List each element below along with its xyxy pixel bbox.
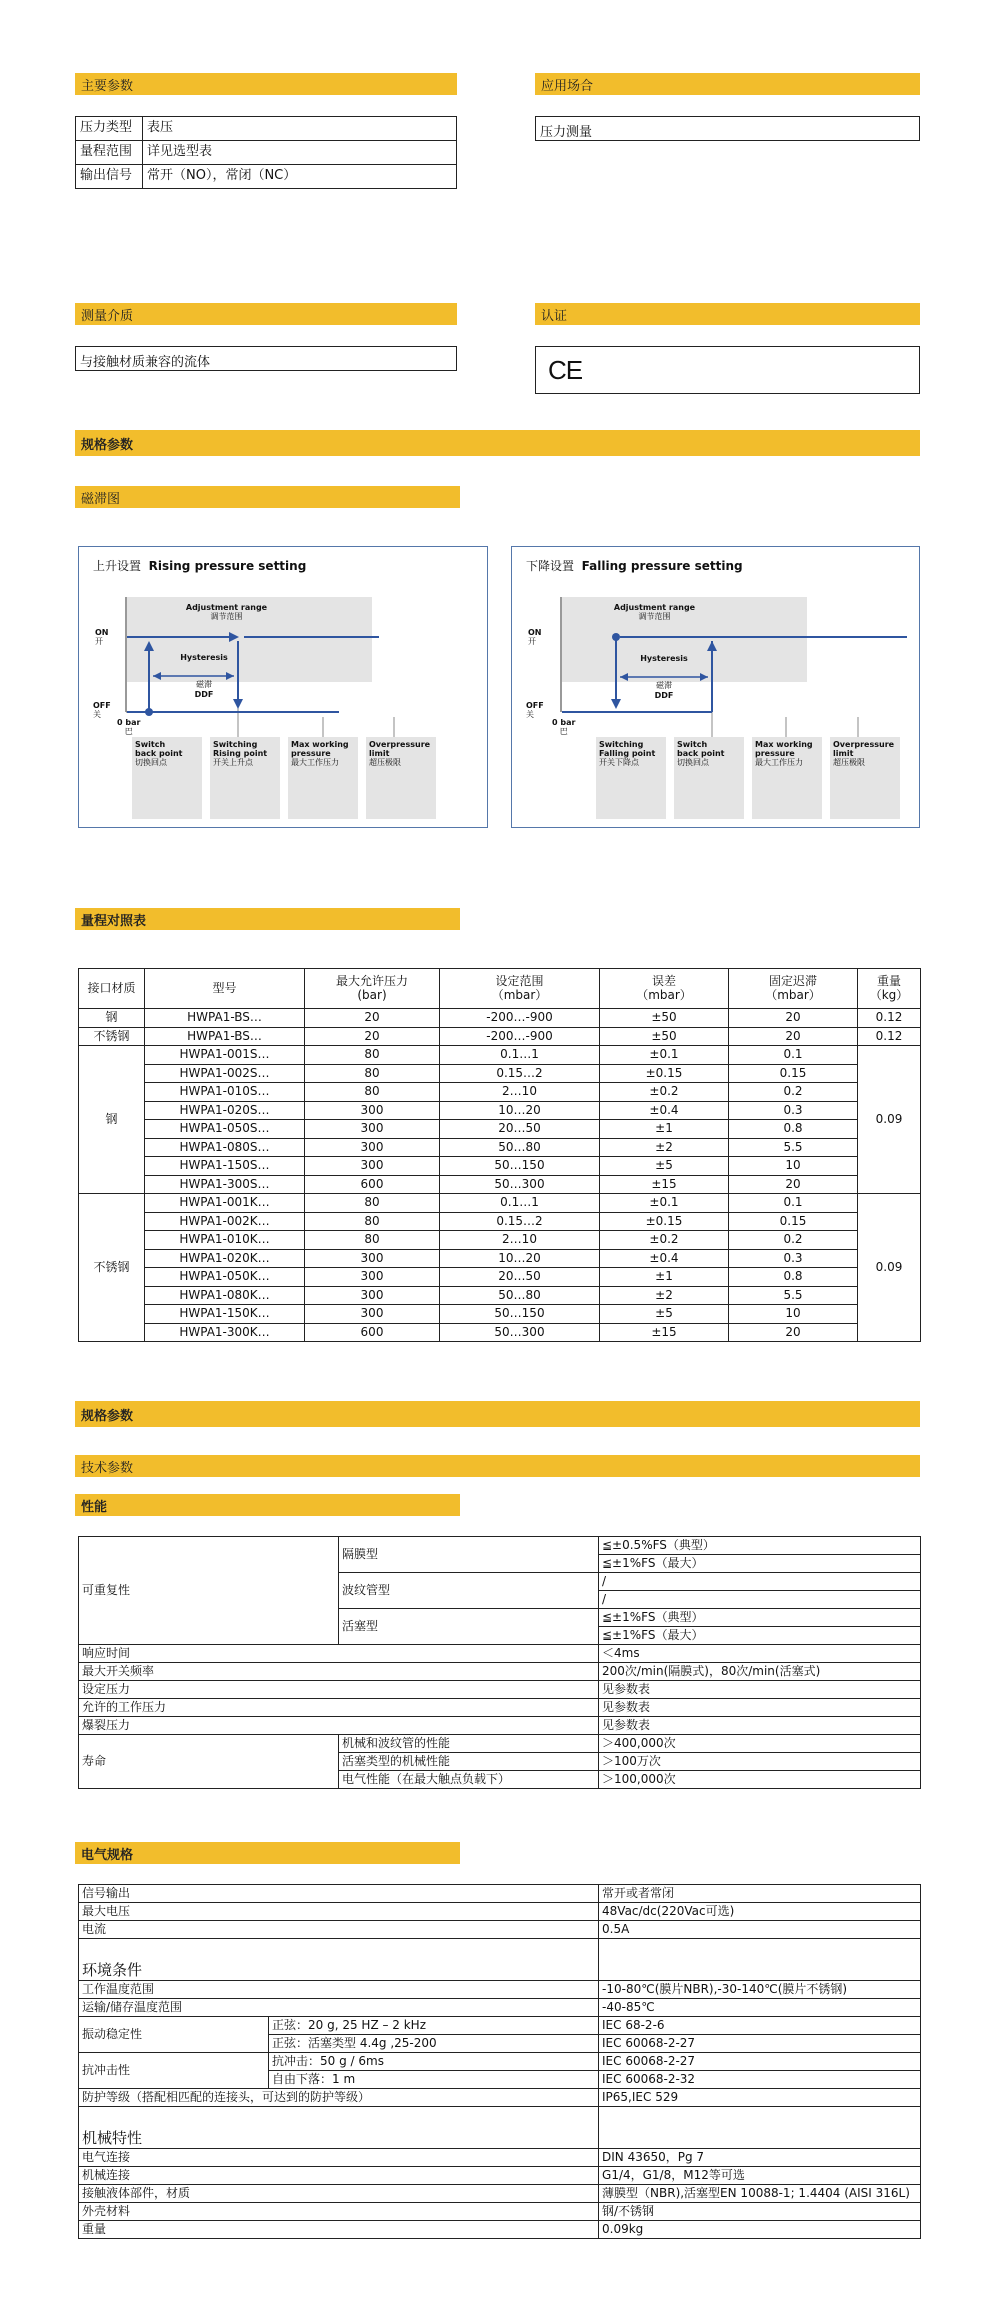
table-row [79,1212,921,1231]
table-cell: ±2 [600,1286,729,1305]
table-row [79,1101,921,1120]
medium-value: 与接触材质兼容的流体 [80,355,211,370]
table-row [79,1120,921,1139]
range-table-header: 量程对照表 [75,908,460,930]
col-model: 型号 [145,969,305,1009]
table-cell: ±0.1 [600,1046,729,1065]
rising-label-2: Switching Rising point 开关上升点 [213,740,268,768]
table-header-row [79,969,921,1009]
medium-box [75,346,457,371]
table-cell: 2…10 [440,1231,600,1250]
table-cell: 300 [305,1157,440,1176]
electrical-header: 电气规格 [75,1842,460,1864]
table-cell: 20 [729,1027,858,1046]
table-cell: ±0.4 [600,1101,729,1120]
table-cell: ±0.4 [600,1249,729,1268]
param-value: 常开（NO），常闭（NC） [143,165,457,189]
table-row [76,165,457,189]
table-cell: 300 [305,1286,440,1305]
mech-conn-value: G1/4，G1/8，M12等可选 [599,2167,921,2185]
wetted-value: 薄膜型（NBR),活塞型EN 10088-1; 1.4404 (AISI 316L) [599,2185,921,2203]
table-cell: 0.12 [858,1027,921,1046]
table-cell: 50…150 [440,1305,600,1324]
adj-range-label: Adjustment range 调节范围 [613,603,696,622]
table-cell: 0.15 [729,1064,858,1083]
table-cell: HWPA1-080K… [145,1286,305,1305]
table-cell: 300 [305,1249,440,1268]
table-row [76,141,457,165]
adj-en: Adjustment range [185,603,268,612]
table-cell: 0.09 [858,1046,921,1194]
housing-label: 外壳材料 [79,2203,599,2221]
table-cell: 300 [305,1101,440,1120]
diaphragm-max: ≦±1%FS（最大） [599,1555,921,1573]
table-cell: 10 [729,1305,858,1324]
table-cell: HWPA1-001S… [145,1046,305,1065]
param-key: 量程范围 [76,141,143,165]
life-1-label: 机械和波纹管的性能 [339,1735,599,1753]
wetted-label: 接触液体部件，材质 [79,2185,599,2203]
table-cell: ±2 [600,1138,729,1157]
table-cell: ±1 [600,1268,729,1287]
falling-diagram-svg [512,547,921,829]
signal-value: 常开或者常闭 [599,1885,921,1903]
work-temp-value: -10-80℃(膜片NBR),-30-140℃(膜片不锈钢) [599,1981,921,1999]
table-cell: HWPA1-150S… [145,1157,305,1176]
on-cn: 开 [95,636,103,646]
current-label: 电流 [79,1921,599,1939]
table-row [79,2221,921,2239]
table-cell: 0.3 [729,1101,858,1120]
table-cell: HWPA1-300K… [145,1323,305,1342]
repeatability-label: 可重复性 [79,1537,339,1645]
piston-typ: ≦±1%FS（典型） [599,1609,921,1627]
table-cell: 0.8 [729,1268,858,1287]
table-cell: 钢 [79,1009,145,1028]
on-en: ON [95,628,109,637]
table-cell: HWPA1-010S… [145,1083,305,1102]
ddf-label [169,680,239,699]
param-key: 压力类型 [76,117,143,141]
table-cell: ±0.1 [600,1194,729,1213]
weight-label: 重量 [79,2221,599,2239]
hysteresis-label: Hysteresis [640,654,688,663]
table-row [79,1305,921,1324]
table-row [79,1323,921,1342]
vib-2-label: 正弦：活塞类型 4.4g ,25-200 [269,2035,599,2053]
col-maxp: 最大允许压力 (bar) [305,969,440,1009]
rising-label-3: Max working pressure 最大工作压力 [291,740,349,768]
bellows-typ: / [599,1573,921,1591]
zero-bar-label: 0 bar 巴 [552,718,576,736]
shock-2-value: IEC 60068-2-32 [599,2071,921,2089]
cert-header: 认证 [535,303,920,325]
vib-1-label: 正弦：20 g, 25 HZ – 2 kHz [269,2017,599,2035]
medium-header: 测量介质 [75,303,457,325]
table-cell: 10…20 [440,1101,600,1120]
off-en: OFF [93,701,111,710]
hysteresis-header: 磁滞图 [75,486,460,508]
table-cell: 0.1 [729,1194,858,1213]
table-cell: ±0.2 [600,1083,729,1102]
falling-label-3: Max working pressure 最大工作压力 [755,740,813,768]
table-row [79,1083,921,1102]
off-label: OFF 关 [526,701,544,719]
life-3-value: ＞100,000次 [599,1771,921,1789]
table-row [79,1268,921,1287]
diaphragm-typ: ≦±0.5%FS（典型） [599,1537,921,1555]
zero-en: 0 bar [117,718,141,727]
table-row [79,1009,921,1028]
application-box [535,116,920,141]
piston-max: ≦±1%FS（最大） [599,1627,921,1645]
col-setrange: 设定范围 （mbar） [440,969,600,1009]
performance-header: 性能 [75,1494,460,1516]
table-row [79,1175,921,1194]
shock-1-label: 抗冲击：50 g / 6ms [269,2053,599,2071]
table-cell: HWPA1-080S… [145,1138,305,1157]
range-table [78,968,921,1342]
table-cell: 5.5 [729,1138,858,1157]
signal-label: 信号输出 [79,1885,599,1903]
col-material: 接口材质 [79,969,145,1009]
table-cell: 20 [729,1175,858,1194]
table-row [79,2089,921,2107]
table-cell: 20…50 [440,1268,600,1287]
table-row [79,1249,921,1268]
vib-2-value: IEC 60068-2-27 [599,2035,921,2053]
table-cell: 0.1…1 [440,1046,600,1065]
table-cell: ±50 [600,1027,729,1046]
empty-cell [599,1939,921,1981]
falling-cn: 下降设置 [526,559,575,573]
shock-1-value: IEC 60068-2-27 [599,2053,921,2071]
table-row [79,1735,921,1753]
env-title: 环境条件 [79,1939,599,1981]
diaphragm-label: 隔膜型 [339,1537,599,1573]
piston-label: 活塞型 [339,1609,599,1645]
param-key: 输出信号 [76,165,143,189]
off-label [93,702,111,720]
life-1-value: ＞400,000次 [599,1735,921,1753]
hysteresis-label [169,653,239,663]
housing-value: 钢/不锈钢 [599,2203,921,2221]
store-temp-value: -40-85℃ [599,1999,921,2017]
table-row [79,2053,921,2071]
main-params-table [75,116,457,189]
table-cell: 0.2 [729,1231,858,1250]
on-label: ON 开 [528,628,542,646]
param-value: 表压 [143,117,457,141]
table-cell: ±5 [600,1157,729,1176]
table-row [79,2107,921,2149]
table-cell: 0.2 [729,1083,858,1102]
table-cell: 80 [305,1212,440,1231]
life-label: 寿命 [79,1735,339,1789]
bellows-max: / [599,1591,921,1609]
table-cell: HWPA1-001K… [145,1194,305,1213]
table-row [79,2017,921,2035]
table-row [79,1939,921,1981]
table-cell: ±0.2 [600,1231,729,1250]
table-cell: 0.12 [858,1009,921,1028]
table-row [79,1921,921,1939]
cert-box [535,346,920,394]
table-cell: HWPA1-BS… [145,1009,305,1028]
zero-bar-label [117,719,140,737]
table-row [79,1027,921,1046]
table-cell: 0.1…1 [440,1194,600,1213]
table-cell: 不锈钢 [79,1027,145,1046]
param-value: 详见选型表 [143,141,457,165]
spec-header-2: 规格参数 [75,1401,920,1427]
table-row [79,2149,921,2167]
setp-label: 设定压力 [79,1681,599,1699]
work-temp-label: 工作温度范围 [79,1981,599,1999]
main-params-header: 主要参数 [75,73,457,95]
table-cell: ±5 [600,1305,729,1324]
table-cell: HWPA1-050S… [145,1120,305,1139]
table-cell: 0.8 [729,1120,858,1139]
vibration-label: 振动稳定性 [79,2017,269,2053]
table-cell: 80 [305,1231,440,1250]
table-cell: 20 [729,1009,858,1028]
falling-label-2: Switch back point 切换回点 [677,740,725,768]
table-row [79,1537,921,1555]
table-row [79,1138,921,1157]
off-cn: 关 [93,709,101,719]
table-cell: 0.15…2 [440,1064,600,1083]
response-label: 响应时间 [79,1645,599,1663]
table-cell: 0.15…2 [440,1212,600,1231]
table-row [79,2167,921,2185]
table-cell: 300 [305,1268,440,1287]
table-cell: 80 [305,1194,440,1213]
empty-cell [599,2107,921,2149]
table-cell: ±50 [600,1009,729,1028]
ip-value: IP65,IEC 529 [599,2089,921,2107]
table-row [79,1717,921,1735]
mech-conn-label: 机械连接 [79,2167,599,2185]
table-cell: 钢 [79,1046,145,1194]
col-weight: 重量 （kg） [858,969,921,1009]
application-header: 应用场合 [535,73,920,95]
table-cell: 20 [305,1009,440,1028]
table-cell: HWPA1-300S… [145,1175,305,1194]
table-cell: HWPA1-010K… [145,1231,305,1250]
table-cell: 50…150 [440,1157,600,1176]
table-cell: 80 [305,1046,440,1065]
table-cell: HWPA1-BS… [145,1027,305,1046]
vib-1-value: IEC 68-2-6 [599,2017,921,2035]
table-row [79,1999,921,2017]
rising-diagram [78,546,488,828]
rising-diagram-svg [79,547,489,829]
table-cell: 50…300 [440,1323,600,1342]
rising-label-1: Switch back point 切换回点 [135,740,183,768]
table-cell: ±15 [600,1175,729,1194]
spec-header: 规格参数 [75,430,920,456]
response-value: ＜4ms [599,1645,921,1663]
shock-2-label: 自由下落：1 m [269,2071,599,2089]
table-cell: HWPA1-002K… [145,1212,305,1231]
table-row [79,1681,921,1699]
allowp-value: 见参数表 [599,1699,921,1717]
table-cell: 20…50 [440,1120,600,1139]
table-cell: 50…300 [440,1175,600,1194]
rising-en: Rising pressure setting [148,559,307,573]
table-row [79,1046,921,1065]
table-row [76,117,457,141]
table-cell: HWPA1-020S… [145,1101,305,1120]
hys-cn: 磁滞 [196,680,212,689]
allowp-label: 允许的工作压力 [79,1699,599,1717]
table-cell: 600 [305,1175,440,1194]
setp-value: 见参数表 [599,1681,921,1699]
table-cell: ±0.15 [600,1212,729,1231]
table-cell: 2…10 [440,1083,600,1102]
table-cell: 20 [729,1323,858,1342]
falling-label-4: Overpressure limit 超压极限 [833,740,895,768]
table-row [79,2203,921,2221]
freq-value: 200次/min(隔膜式)，80次/min(活塞式) [599,1663,921,1681]
maxv-label: 最大电压 [79,1903,599,1921]
falling-label-1: Switching Falling point 开关下降点 [599,740,656,768]
burst-label: 爆裂压力 [79,1717,599,1735]
table-cell: ±15 [600,1323,729,1342]
table-cell: 300 [305,1120,440,1139]
table-cell: HWPA1-002S… [145,1064,305,1083]
table-cell: ±1 [600,1120,729,1139]
table-cell: 0.1 [729,1046,858,1065]
ddf: DDF [194,689,214,699]
maxv-value: 48Vac/dc(220Vac可选) [599,1903,921,1921]
table-row [79,1194,921,1213]
table-row [79,2185,921,2203]
shock-label: 抗冲击性 [79,2053,269,2089]
weight-value: 0.09kg [599,2221,921,2239]
table-row [79,1663,921,1681]
application-value: 压力测量 [540,125,593,140]
table-row [79,1645,921,1663]
on-label [95,629,109,647]
elec-conn-label: 电气连接 [79,2149,599,2167]
table-cell: 80 [305,1064,440,1083]
table-row [79,1064,921,1083]
electrical-table [78,1884,921,2239]
tech-params-header: 技术参数 [75,1455,920,1477]
hys-en: Hysteresis [180,653,228,662]
table-cell: 20 [305,1027,440,1046]
store-temp-label: 运输/储存温度范围 [79,1999,599,2017]
rising-cn: 上升设置 [93,559,142,573]
table-cell: 80 [305,1083,440,1102]
table-cell: 0.15 [729,1212,858,1231]
burst-value: 见参数表 [599,1717,921,1735]
table-cell: 0.09 [858,1194,921,1342]
ce-mark-icon: CE [548,355,583,385]
col-error: 误差 （mbar） [600,969,729,1009]
table-cell: HWPA1-020K… [145,1249,305,1268]
table-cell: 10…20 [440,1249,600,1268]
freq-label: 最大开关频率 [79,1663,599,1681]
adj-range-label [184,603,269,621]
life-2-value: ＞100万次 [599,1753,921,1771]
table-cell: 50…80 [440,1286,600,1305]
table-cell: -200…-900 [440,1027,600,1046]
falling-diagram [511,546,920,828]
table-cell: 600 [305,1323,440,1342]
table-row [79,1231,921,1250]
col-hysteresis: 固定迟滞 （mbar） [729,969,858,1009]
table-cell: 5.5 [729,1286,858,1305]
table-cell: -200…-900 [440,1009,600,1028]
falling-en: Falling pressure setting [581,559,743,573]
rising-label-4: Overpressure limit 超压极限 [369,740,431,768]
table-row [79,1286,921,1305]
mech-title: 机械特性 [79,2107,599,2149]
adj-cn: 调节范围 [210,612,243,622]
table-cell: ±0.15 [600,1064,729,1083]
zero-cn: 巴 [124,726,133,736]
ip-label: 防护等级（搭配相匹配的连接头，可达到的防护等级） [79,2089,599,2107]
table-cell: 300 [305,1138,440,1157]
elec-conn-value: DIN 43650，Pg 7 [599,2149,921,2167]
table-cell: HWPA1-150K… [145,1305,305,1324]
table-row [79,1981,921,1999]
table-cell: 300 [305,1305,440,1324]
life-3-label: 电气性能（在最大触点负载下） [339,1771,599,1789]
performance-table [78,1536,921,1789]
table-row [79,1885,921,1903]
table-row [79,1699,921,1717]
bellows-label: 波纹管型 [339,1573,599,1609]
table-cell: 不锈钢 [79,1194,145,1342]
table-cell: 10 [729,1157,858,1176]
current-value: 0.5A [599,1921,921,1939]
table-cell: HWPA1-050K… [145,1268,305,1287]
table-row [79,1157,921,1176]
ddf-label: 磁滞 DDF [654,681,674,700]
table-cell: 50…80 [440,1138,600,1157]
life-2-label: 活塞类型的机械性能 [339,1753,599,1771]
table-cell: 0.3 [729,1249,858,1268]
table-row [79,1903,921,1921]
